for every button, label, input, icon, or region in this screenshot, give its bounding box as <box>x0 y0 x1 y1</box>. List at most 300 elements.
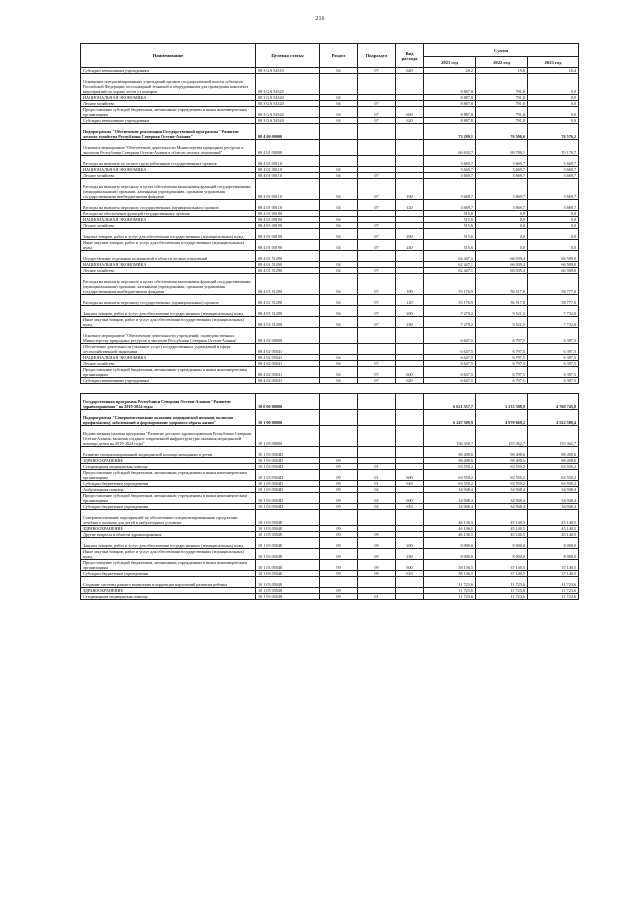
sum-2023-cell: 3 669,7 <box>528 200 579 211</box>
table-row <box>81 200 579 211</box>
sum-2022-cell: 63 550,2 <box>476 470 528 481</box>
sum-2021-cell: 8 887,8 <box>424 74 476 95</box>
section-cell <box>320 577 358 588</box>
name-cell: Подпрограмма "Обеспечение реализации Государственной программы "Развитие лесного хозяйства Республики Северная Осетия-Алания" <box>81 124 256 140</box>
sum-2023-cell: 4 760 745,8 <box>528 394 579 410</box>
section-cell: 09 <box>320 493 358 504</box>
name-cell: Обеспечение деятельности (оказание услуг) государственных учреждений в сфере лесохозяйственной экономики <box>81 344 256 355</box>
sum-2021-cell: 73 280,1 <box>424 124 476 140</box>
sum-2023-cell: 8 000,0 <box>528 549 579 560</box>
sum-2023-cell: 76 576,2 <box>528 124 579 140</box>
sum-2022-cell: 45 140,5 <box>476 532 528 538</box>
name-cell: Субсидии бюджетным учреждениям <box>81 571 256 577</box>
name-cell: Иные закупки товаров, работ и услуг для обеспечения государственных (муниципальных) нужд <box>81 549 256 560</box>
target-cell: 08 4 01 51290 <box>256 268 320 274</box>
subsection-cell <box>358 156 396 167</box>
name-cell: Субсидии бюджетным учреждениям <box>81 481 256 487</box>
name-cell: Государственная программа Республики Северная Осетия-Алания "Развитие здравоохранения" на 2019-2024 годы <box>81 394 256 410</box>
sum-2022-cell: 791,8 <box>476 95 528 101</box>
sum-2023-cell: 0,0 <box>528 107 579 118</box>
sum-2023-cell: 66 509,0 <box>528 268 579 274</box>
name-cell: Расходы на обеспечение функций государственных органов <box>81 211 256 217</box>
target-cell: 08 4 01 00190 <box>256 229 320 240</box>
sum-2023-cell: 0,0 <box>528 240 579 251</box>
sum-2021-cell: 62 447,1 <box>424 268 476 274</box>
sum-2023-cell: 4 522 500,4 <box>528 410 579 426</box>
name-cell: Иные закупки товаров, работ и услуг для обеспечения государственных (муниципальных) нужд <box>81 240 256 251</box>
sum-2021-cell: 63 550,2 <box>424 481 476 487</box>
target-cell: 10 1 03 0504D <box>256 504 320 510</box>
name-cell: Расходы на выплаты персоналу в целях обеспечения выполнения функций государственными (муниципальными) органами, казенными учреждениями, органами управления государственными внебюджетными фондами <box>81 274 256 295</box>
sum-2022-cell: 45 140,5 <box>476 510 528 526</box>
sum-2022-cell: 69 709,1 <box>476 140 528 156</box>
name-cell: Субсидии автономным учреждениям <box>81 118 256 124</box>
name-cell: Расходы на выплаты персоналу в целях обеспечения выполнения функций государственными (муниципальными) органами, казенными учреждениями, органами управления государственными внебюджетными фондами <box>81 179 256 200</box>
sum-2023-cell: 37 140,5 <box>528 571 579 577</box>
sum-2022-cell: 0,0 <box>476 217 528 223</box>
subsection-cell: 07 <box>358 118 396 124</box>
sum-2023-cell: 63 550,2 <box>528 481 579 487</box>
target-cell: 10 1 03 0504D <box>256 487 320 493</box>
sum-2022-cell: 45 140,5 <box>476 526 528 532</box>
target-cell: 08 4 01 51290 <box>256 262 320 268</box>
section-cell <box>320 410 358 426</box>
sum-2023-cell: 58 777,0 <box>528 295 579 306</box>
expense-cell: 620 <box>396 378 424 384</box>
name-cell: НАЦИОНАЛЬНАЯ ЭКОНОМИКА <box>81 95 256 101</box>
section-cell: 04 <box>320 240 358 251</box>
expense-cell: 600 <box>396 560 424 571</box>
sum-2021-cell: 46 136,5 <box>424 510 476 526</box>
table-row <box>81 124 579 140</box>
header-sum: Сумма <box>424 44 579 57</box>
header-name: Наименование <box>81 44 256 68</box>
sum-2022-cell: 9 521,5 <box>476 317 528 328</box>
name-cell: Другие вопросы в области здравоохранения <box>81 532 256 538</box>
sum-2023-cell: 11 723,6 <box>528 594 579 600</box>
target-cell: 10 1 03 0504D <box>256 447 320 458</box>
name-cell: ЗДРАВООХРАНЕНИЕ <box>81 458 256 464</box>
sum-2022-cell: 3 669,7 <box>476 167 528 173</box>
section-cell: 09 <box>320 549 358 560</box>
expense-cell <box>396 394 424 410</box>
section-cell: 09 <box>320 504 358 510</box>
sum-2021-cell: 515,6 <box>424 240 476 251</box>
sum-2022-cell: 8 000,0 <box>476 538 528 549</box>
sum-2023-cell: 11 723,6 <box>528 577 579 588</box>
name-cell: Стационарная медицинская помощь <box>81 594 256 600</box>
sum-2021-cell: 3 669,7 <box>424 200 476 211</box>
sum-2022-cell: 791,8 <box>476 101 528 107</box>
section-cell: 04 <box>320 107 358 118</box>
section-cell: 04 <box>320 355 358 361</box>
subsection-cell: 09 <box>358 560 396 571</box>
sum-2021-cell: 515,6 <box>424 229 476 240</box>
expense-cell <box>396 124 424 140</box>
sum-2022-cell: 6 797,5 <box>476 361 528 367</box>
target-cell: 10 1 00 00000 <box>256 410 320 426</box>
subsection-cell: 07 <box>358 268 396 274</box>
target-cell: 10 1 03 05048 <box>256 588 320 594</box>
sum-2023-cell: 45 140,5 <box>528 526 579 532</box>
target-cell: 08 4 01 51290 <box>256 295 320 306</box>
name-cell: Расходы на выплаты персоналу государственных (муниципальных) органов <box>81 295 256 306</box>
sum-2021-cell: 6 647,5 <box>424 328 476 344</box>
name-cell: Лесное хозяйство <box>81 101 256 107</box>
sum-2021-cell: 63 550,2 <box>424 470 476 481</box>
sum-2023-cell: 34 948,4 <box>528 487 579 493</box>
section-cell: 04 <box>320 68 358 74</box>
sum-2023-cell: 6 397,5 <box>528 355 579 361</box>
subsection-cell: 07 <box>358 223 396 229</box>
budget-table <box>80 43 579 600</box>
sum-2021-cell: 8 887,8 <box>424 107 476 118</box>
header-year-2023: 2023 год <box>528 57 579 68</box>
name-cell: Предоставление субсидий бюджетным, автономным учреждениям и иным некоммерческим организациям <box>81 107 256 118</box>
target-cell: 08 3 GA 54320 <box>256 74 320 95</box>
target-cell: 08 4 01 00190 <box>256 223 320 229</box>
sum-2021-cell: 11 723,6 <box>424 588 476 594</box>
target-cell: 08 4 02 05041 <box>256 355 320 361</box>
subsection-cell: 01 <box>358 464 396 470</box>
target-cell: 10 1 03 0504D <box>256 470 320 481</box>
expense-cell <box>396 344 424 355</box>
expense-cell: 100 <box>396 274 424 295</box>
section-cell <box>320 328 358 344</box>
sum-2022-cell: 76 506,6 <box>476 124 528 140</box>
target-cell: 08 4 02 00000 <box>256 328 320 344</box>
expense-cell: 610 <box>396 481 424 487</box>
target-cell: 08 4 01 00110 <box>256 179 320 200</box>
target-cell: 08 4 00 00000 <box>256 124 320 140</box>
target-cell: 08 3 GA 54310 <box>256 68 320 74</box>
section-cell: 09 <box>320 532 358 538</box>
subsection-cell <box>358 328 396 344</box>
section-cell: 04 <box>320 295 358 306</box>
section-cell: 09 <box>320 538 358 549</box>
sum-2023-cell: 3 669,7 <box>528 179 579 200</box>
sum-2021-cell: 38 136,5 <box>424 560 476 571</box>
sum-2023-cell: 7 732,0 <box>528 306 579 317</box>
name-cell: Закупка товаров, работ и услуг для обеспечения государственных (муниципальных) нужд <box>81 306 256 317</box>
section-cell: 09 <box>320 487 358 493</box>
sum-2021-cell: 62 447,1 <box>424 251 476 262</box>
table-row <box>81 295 579 306</box>
target-cell: 08 4 01 00110 <box>256 156 320 167</box>
section-cell: 09 <box>320 481 358 487</box>
header-target: Целевая статья <box>256 44 320 68</box>
sum-2023-cell: 45 140,5 <box>528 510 579 526</box>
sum-2023-cell: 3 669,7 <box>528 167 579 173</box>
sum-2022-cell: 37 140,5 <box>476 560 528 571</box>
section-cell: 04 <box>320 262 358 268</box>
subsection-cell: 02 <box>358 493 396 504</box>
target-cell: 10 1 03 0504E <box>256 571 320 577</box>
expense-cell: 610 <box>396 504 424 510</box>
expense-cell: 620 <box>396 118 424 124</box>
sum-2021-cell: 98 498,6 <box>424 447 476 458</box>
sum-2022-cell: 34 948,4 <box>476 504 528 510</box>
table-row <box>81 510 579 526</box>
target-cell: 08 4 01 00190 <box>256 217 320 223</box>
table-row <box>81 538 579 549</box>
sum-2022-cell: 6 797,5 <box>476 367 528 378</box>
table-row <box>81 179 579 200</box>
section-cell <box>320 344 358 355</box>
sum-2022-cell: 98 498,6 <box>476 447 528 458</box>
section-cell: 09 <box>320 588 358 594</box>
sum-2022-cell: 11 723,6 <box>476 588 528 594</box>
expense-cell: 600 <box>396 493 424 504</box>
section-cell: 09 <box>320 571 358 577</box>
table-row <box>81 426 579 447</box>
target-cell: 10 1 03 0504E <box>256 538 320 549</box>
target-cell: 08 4 01 00190 <box>256 211 320 217</box>
table-body <box>81 68 579 600</box>
section-cell: 09 <box>320 470 358 481</box>
expense-cell: 120 <box>396 200 424 211</box>
name-cell: НАЦИОНАЛЬНАЯ ЭКОНОМИКА <box>81 262 256 268</box>
table-row <box>81 560 579 571</box>
subsection-cell <box>358 124 396 140</box>
table-row <box>81 394 579 410</box>
section-cell: 04 <box>320 179 358 200</box>
table-row <box>81 594 579 600</box>
sum-2021-cell: 7 270,2 <box>424 306 476 317</box>
sum-2022-cell: 19,6 <box>476 68 528 74</box>
sum-2022-cell: 5 233 388,9 <box>476 394 528 410</box>
sum-2022-cell: 4 970 660,2 <box>476 410 528 426</box>
section-cell <box>320 74 358 95</box>
sum-2023-cell: 0,0 <box>528 74 579 95</box>
sum-2021-cell: 8 000,0 <box>424 549 476 560</box>
name-cell: Иные закупки товаров, работ и услуг для обеспечения государственных (муниципальных) нужд <box>81 317 256 328</box>
table-row <box>81 251 579 262</box>
name-cell: ЗДРАВООХРАНЕНИЕ <box>81 588 256 594</box>
section-cell: 04 <box>320 200 358 211</box>
target-cell: 10 1 03 05048 <box>256 594 320 600</box>
sum-2023-cell: 0,0 <box>528 95 579 101</box>
table-row <box>81 410 579 426</box>
table-row <box>81 577 579 588</box>
sum-2021-cell: 98 498,6 <box>424 458 476 464</box>
sum-2023-cell: 0,0 <box>528 211 579 217</box>
subsection-cell: 07 <box>358 306 396 317</box>
target-cell: 10 0 00 00000 <box>256 394 320 410</box>
expense-cell: 620 <box>396 68 424 74</box>
section-cell <box>320 394 358 410</box>
section-cell: 04 <box>320 361 358 367</box>
sum-2021-cell: 6 621 557,7 <box>424 394 476 410</box>
section-cell <box>320 447 358 458</box>
expense-cell <box>396 328 424 344</box>
name-cell: Предоставление субсидий бюджетным, автономным учреждениям и иным некоммерческим организациям <box>81 493 256 504</box>
section-cell <box>320 251 358 262</box>
section-cell <box>320 124 358 140</box>
sum-2021-cell: 6 647,5 <box>424 361 476 367</box>
target-cell: 08 4 02 05041 <box>256 344 320 355</box>
sum-2023-cell: 3 669,7 <box>528 156 579 167</box>
target-cell: 10 1 03 0504E <box>256 526 320 532</box>
subsection-cell: 07 <box>358 367 396 378</box>
sum-2021-cell: 156 358,7 <box>424 426 476 447</box>
expense-cell: 100 <box>396 179 424 200</box>
section-cell: 04 <box>320 229 358 240</box>
name-cell: НАЦИОНАЛЬНАЯ ЭКОНОМИКА <box>81 167 256 173</box>
section-cell: 09 <box>320 560 358 571</box>
subsection-cell: 01 <box>358 481 396 487</box>
sum-2022-cell: 34 948,4 <box>476 493 528 504</box>
sum-2023-cell: 66 509,0 <box>528 251 579 262</box>
name-cell: Оснащение специализированных учреждений органов государственной власти субъектов Российской Федерации лесопожарной техникой и оборудованием для проведения комплекса мероприятий по охране лесов от пожаров <box>81 74 256 95</box>
sum-2021-cell: 3 669,7 <box>424 179 476 200</box>
sum-2021-cell: 62 447,1 <box>424 262 476 268</box>
target-cell: 08 4 01 51290 <box>256 317 320 328</box>
target-cell: 10 1 03 0504E <box>256 560 320 571</box>
target-cell: 10 1 03 0504D <box>256 481 320 487</box>
target-cell: 08 4 01 51290 <box>256 306 320 317</box>
target-cell: 10 1 03 00000 <box>256 426 320 447</box>
sum-2021-cell: 8 887,8 <box>424 101 476 107</box>
table-row <box>81 317 579 328</box>
sum-2023-cell: 98 498,6 <box>528 447 579 458</box>
expense-cell: 200 <box>396 306 424 317</box>
subsection-cell <box>358 394 396 410</box>
section-cell: 04 <box>320 268 358 274</box>
sum-2021-cell: 6 647,5 <box>424 344 476 355</box>
name-cell: Расходы на выплаты по оплате труда работников государственных органов <box>81 156 256 167</box>
name-cell: Лесное хозяйство <box>81 268 256 274</box>
sum-2023-cell: 6 397,5 <box>528 344 579 355</box>
name-cell: Закупка товаров, работ и услуг для обеспечения государственных (муниципальных) нужд <box>81 229 256 240</box>
sum-2022-cell: 56 517,8 <box>476 274 528 295</box>
sum-2022-cell: 6 797,5 <box>476 344 528 355</box>
name-cell: Развитие специализированной медицинской помощи женщинам и детям <box>81 447 256 458</box>
name-cell: Лесное хозяйство <box>81 173 256 179</box>
sum-2023-cell: 58 777,0 <box>528 274 579 295</box>
expense-cell: 240 <box>396 549 424 560</box>
section-cell <box>320 156 358 167</box>
section-cell: 09 <box>320 464 358 470</box>
sum-2023-cell: 0,0 <box>528 217 579 223</box>
sum-2023-cell: 45 140,5 <box>528 532 579 538</box>
sum-2023-cell: 11 723,6 <box>528 588 579 594</box>
sum-2022-cell: 63 550,2 <box>476 481 528 487</box>
sum-2023-cell: 66 509,0 <box>528 262 579 268</box>
sum-2021-cell: 55 176,9 <box>424 295 476 306</box>
sum-2022-cell: 34 948,4 <box>476 487 528 493</box>
name-cell: Осуществление отдельных полномочий в области лесных отношений <box>81 251 256 262</box>
name-cell: Создание системы раннего выявления и коррекции нарушений развития ребенка <box>81 577 256 588</box>
name-cell: Предоставление субсидий бюджетным, автономным учреждениям и иным некоммерческим организациям <box>81 470 256 481</box>
sum-2021-cell: 34 948,4 <box>424 504 476 510</box>
sum-2021-cell: 8 000,0 <box>424 538 476 549</box>
section-cell: 04 <box>320 101 358 107</box>
sum-2022-cell: 3 669,7 <box>476 179 528 200</box>
sum-2022-cell: 791,8 <box>476 74 528 95</box>
sum-2021-cell: 6 647,5 <box>424 378 476 384</box>
section-cell: 09 <box>320 594 358 600</box>
table-row <box>81 107 579 118</box>
target-cell: 08 4 01 00110 <box>256 200 320 211</box>
section-cell: 04 <box>320 367 358 378</box>
name-cell: Лесное хозяйство <box>81 223 256 229</box>
sum-2021-cell: 515,6 <box>424 211 476 217</box>
name-cell: Основное мероприятие "Обеспечение деятельности учреждений, подведомственных Министерству природных ресурсов и экологии Республики Северная Осетия-Алания" <box>81 328 256 344</box>
subsection-cell: 07 <box>358 179 396 200</box>
target-cell: 08 4 01 00110 <box>256 167 320 173</box>
sum-2021-cell: 6 647,5 <box>424 355 476 361</box>
subsection-cell <box>358 447 396 458</box>
sum-2023-cell: 37 140,5 <box>528 560 579 571</box>
name-cell: Совершенствование мероприятий по обеспечению специализированными продуктами лечебного питания для детей в амбулаторных условиях <box>81 510 256 526</box>
target-cell: 08 4 01 51290 <box>256 251 320 262</box>
sum-2022-cell: 6 797,5 <box>476 378 528 384</box>
sum-2022-cell: 155 362,7 <box>476 426 528 447</box>
sum-2022-cell: 66 039,4 <box>476 251 528 262</box>
table-row <box>81 240 579 251</box>
name-cell: Основное мероприятие "Обеспечение деятельности Министерства природных ресурсов и экологии Республики Северная Осетия-Алания в области лесных отношений" <box>81 140 256 156</box>
expense-cell <box>396 74 424 95</box>
subsection-cell: 07 <box>358 317 396 328</box>
subsection-cell: 07 <box>358 378 396 384</box>
header-year-2022: 2022 год <box>476 57 528 68</box>
sum-2021-cell: 46 136,5 <box>424 532 476 538</box>
sum-2022-cell: 98 498,6 <box>476 458 528 464</box>
sum-2022-cell: 9 521,5 <box>476 306 528 317</box>
subsection-cell: 07 <box>358 361 396 367</box>
header-year-2021: 2021 год <box>424 57 476 68</box>
table-row <box>81 493 579 504</box>
header-expense: Вид расхода <box>396 44 424 68</box>
sum-2022-cell: 56 517,8 <box>476 295 528 306</box>
sum-2021-cell: 8 887,8 <box>424 95 476 101</box>
sum-2022-cell: 0,0 <box>476 211 528 217</box>
sum-2021-cell: 515,6 <box>424 223 476 229</box>
sum-2023-cell: 6 397,5 <box>528 378 579 384</box>
subsection-cell: 01 <box>358 470 396 481</box>
name-cell: Субсидии автономным учреждениям <box>81 378 256 384</box>
sum-2021-cell: 28,2 <box>424 68 476 74</box>
expense-cell: 120 <box>396 295 424 306</box>
header-subsection: Подраздел <box>358 44 396 68</box>
sum-2021-cell: 34 948,4 <box>424 493 476 504</box>
target-cell: 10 1 03 0504E <box>256 510 320 526</box>
name-cell: Предоставление субсидий бюджетным, автономным учреждениям и иным некоммерческим организациям <box>81 560 256 571</box>
sum-2023-cell: 63 550,2 <box>528 470 579 481</box>
sum-2023-cell: 0,0 <box>528 118 579 124</box>
subsection-cell <box>358 510 396 526</box>
expense-cell <box>396 251 424 262</box>
sum-2023-cell: 70 178,7 <box>528 140 579 156</box>
name-cell: Амбулаторная помощь <box>81 487 256 493</box>
expense-cell: 600 <box>396 107 424 118</box>
sum-2023-cell: 6 397,5 <box>528 367 579 378</box>
subsection-cell: 07 <box>358 240 396 251</box>
sum-2021-cell: 3 669,7 <box>424 167 476 173</box>
section-cell: 04 <box>320 118 358 124</box>
target-cell: 08 4 01 51290 <box>256 274 320 295</box>
subsection-cell: 09 <box>358 571 396 577</box>
table-row <box>81 384 579 394</box>
sum-2022-cell: 3 669,7 <box>476 156 528 167</box>
section-cell: 04 <box>320 173 358 179</box>
expense-cell: 200 <box>396 538 424 549</box>
name-cell: НАЦИОНАЛЬНАЯ ЭКОНОМИКА <box>81 355 256 361</box>
section-cell: 04 <box>320 217 358 223</box>
section-cell <box>320 426 358 447</box>
sum-2023-cell: 98 498,6 <box>528 458 579 464</box>
